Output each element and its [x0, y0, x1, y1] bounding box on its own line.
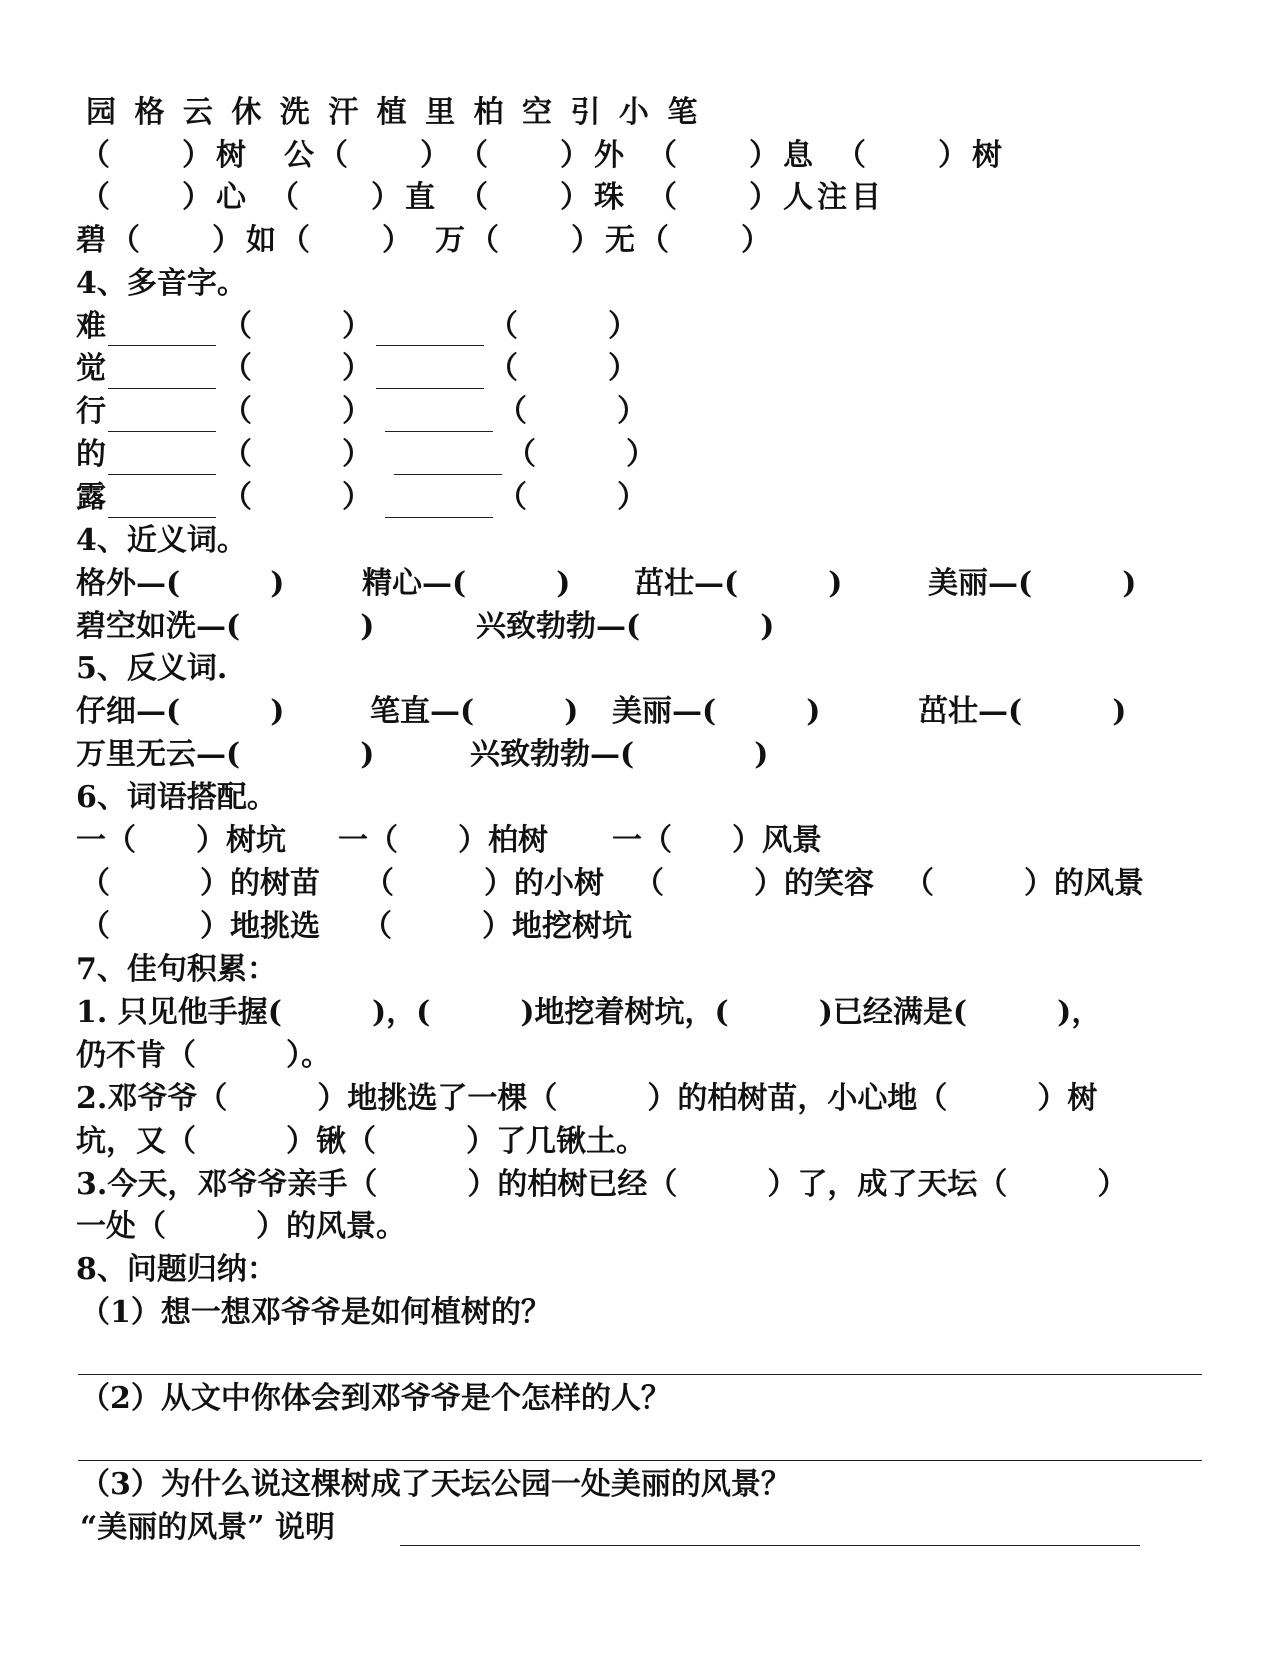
answer-blank[interactable]: [385, 431, 493, 432]
collocation-item: （ ）地挑选: [80, 909, 320, 944]
pinyin-paren: （ ）: [497, 394, 647, 429]
synonym-item: 茁壮—( ): [634, 566, 843, 601]
pinyin-paren: （ ）: [497, 480, 647, 515]
antonym-item: 兴致勃勃—( ): [470, 737, 769, 772]
collocation-item: 一（ ）柏树: [338, 823, 548, 858]
sentence-line: 1. 只见他手握( )，( )地挖着树坑，( )已经满是( )，: [76, 995, 1102, 1030]
polyphone-char: 露: [76, 480, 106, 515]
sentence-line: 坑，又（ ）锹（ ）了几锹土。: [76, 1124, 646, 1159]
section-title-antonyms: 5、反义词.: [76, 651, 228, 686]
answer-blank[interactable]: [376, 345, 484, 346]
collocation-item: 一（ ）树坑: [76, 823, 286, 858]
synonym-item: 美丽—( ): [928, 566, 1137, 601]
antonym-item: 笔直—( ): [370, 694, 579, 729]
explain-label: “美丽的风景” 说明: [80, 1510, 335, 1545]
section-title-collocation: 6、词语搭配。: [76, 780, 277, 815]
sentence-line: 一处（ ）的风景。: [76, 1209, 406, 1244]
fill-row-2: （ ）心 （ ）直 （ ）珠 （ ）人注目: [80, 180, 885, 215]
collocation-item: （ ）的树苗: [80, 866, 320, 901]
question-2: （2）从文中你体会到邓爷爷是个怎样的人？: [80, 1381, 671, 1416]
answer-blank[interactable]: [385, 517, 493, 518]
antonym-item: 万里无云—( ): [76, 737, 375, 772]
fill-row-1: （ ）树 公（ ） （ ）外 （ ）息 （ ）树: [80, 138, 1006, 173]
question-1: （1）想一想邓爷爷是如何植树的？: [80, 1295, 551, 1330]
answer-blank[interactable]: [394, 474, 502, 475]
pinyin-paren: （ ）: [222, 437, 372, 472]
explain-answer-line[interactable]: [400, 1545, 1140, 1546]
polyphone-char: 觉: [76, 351, 106, 386]
sentence-line: 仍不肯（ ）。: [76, 1038, 331, 1073]
antonym-item: 仔细—( ): [76, 694, 285, 729]
collocation-item: （ ）的笑容: [634, 866, 874, 901]
character-bank: 园 格 云 休 洗 汗 植 里 柏 空 引 小 笔: [86, 95, 702, 130]
antonym-item: 茁壮—( ): [918, 694, 1127, 729]
answer-blank[interactable]: [108, 431, 216, 432]
answer-blank[interactable]: [376, 388, 484, 389]
collocation-item: 一（ ）风景: [612, 823, 822, 858]
answer-line-1[interactable]: [78, 1374, 1202, 1375]
section-title-sentences: 7、佳句积累：: [76, 952, 277, 987]
sentence-line: 2.邓爷爷（ ）地挑选了一棵（ ）的柏树苗，小心地（ ）树: [76, 1081, 1098, 1116]
collocation-item: （ ）地挖树坑: [362, 909, 632, 944]
synonym-item: 兴致勃勃—( ): [476, 609, 775, 644]
pinyin-paren: （ ）: [222, 394, 372, 429]
antonym-item: 美丽—( ): [612, 694, 821, 729]
section-title-polyphone: 4、多音字。: [76, 266, 247, 301]
polyphone-char: 难: [76, 309, 106, 344]
pinyin-paren: （ ）: [222, 480, 372, 515]
sentence-line: 3.今天，邓爷爷亲手（ ）的柏树已经（ ）了，成了天坛（ ）: [76, 1167, 1128, 1202]
polyphone-char: 的: [76, 437, 106, 472]
pinyin-paren: （ ）: [488, 351, 638, 386]
section-title-questions: 8、问题归纳：: [76, 1252, 277, 1287]
polyphone-char: 行: [76, 394, 106, 429]
answer-blank[interactable]: [108, 517, 216, 518]
answer-blank[interactable]: [108, 474, 216, 475]
synonym-item: 格外—( ): [76, 566, 285, 601]
synonym-item: 精心—( ): [362, 566, 571, 601]
section-title-synonyms: 4、近义词。: [76, 523, 247, 558]
answer-blank[interactable]: [108, 388, 216, 389]
collocation-item: （ ）的小树: [364, 866, 604, 901]
pinyin-paren: （ ）: [506, 437, 656, 472]
pinyin-paren: （ ）: [222, 309, 372, 344]
collocation-item: （ ）的风景: [904, 866, 1144, 901]
pinyin-paren: （ ）: [488, 309, 638, 344]
answer-blank[interactable]: [108, 345, 216, 346]
question-3: （3）为什么说这棵树成了天坛公园一处美丽的风景？: [80, 1467, 791, 1502]
pinyin-paren: （ ）: [222, 351, 372, 386]
fill-row-3: 碧（ ）如（ ） 万（ ）无（ ）: [76, 223, 775, 258]
answer-line-2[interactable]: [78, 1460, 1202, 1461]
synonym-item: 碧空如洗—( ): [76, 609, 375, 644]
